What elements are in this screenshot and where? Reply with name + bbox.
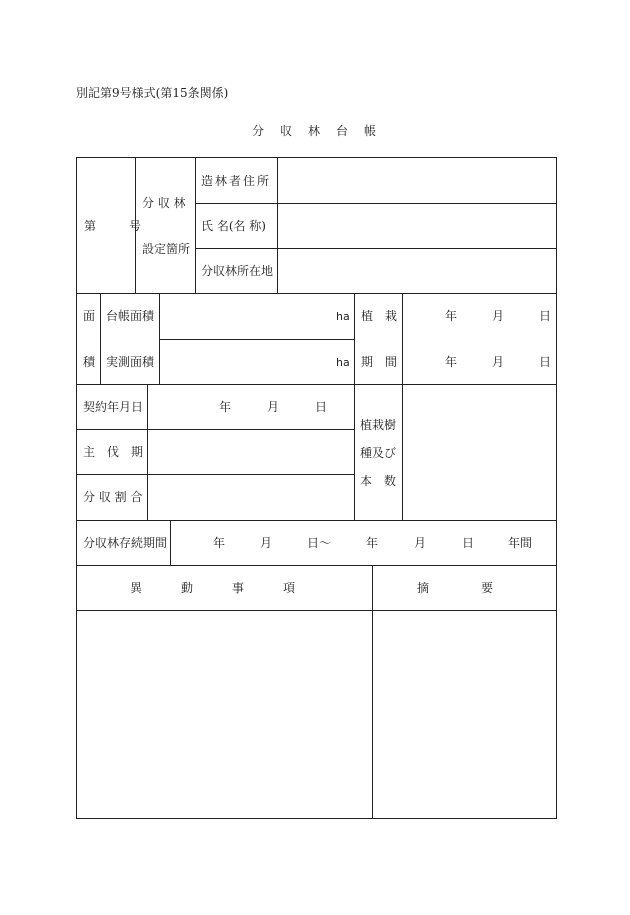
- species-count-label: 種及び: [360, 446, 397, 460]
- form-reference: 別記第9号様式(第15条関係): [76, 86, 229, 100]
- month-label: 月: [414, 536, 427, 550]
- col-divider: [354, 384, 355, 520]
- day-label: 日: [539, 355, 552, 369]
- changes-area[interactable]: [77, 611, 371, 818]
- year-label: 年: [213, 536, 226, 550]
- ledger-area-label: 台帳面積: [106, 309, 155, 323]
- area-label: 積: [83, 355, 96, 369]
- harvest-period-field[interactable]: [148, 430, 354, 474]
- year-label: 年: [445, 309, 458, 323]
- col-divider: [354, 293, 355, 384]
- contract-date-label: 契約年月日: [83, 400, 144, 414]
- day-tilde-label: 日〜: [307, 536, 332, 550]
- planting-period-label: 期 間: [361, 355, 398, 369]
- month-label: 月: [492, 309, 505, 323]
- page-title: 分 収 林 台 帳: [251, 124, 378, 138]
- day-label: 日: [315, 400, 328, 414]
- setting-location-label: 設定箇所: [142, 242, 191, 256]
- month-label: 月: [260, 536, 273, 550]
- summary-area[interactable]: [373, 611, 556, 818]
- name-label: 氏 名(名 称): [201, 219, 266, 233]
- number-label: 第 号: [84, 219, 145, 233]
- row-divider: [76, 565, 557, 566]
- day-label: 日: [462, 536, 475, 550]
- changes-header: 異 動 事 項: [130, 581, 301, 595]
- col-divider: [170, 520, 171, 565]
- name-field[interactable]: [278, 204, 556, 248]
- harvest-period-label: 主 伐 期: [83, 445, 144, 459]
- day-label: 日: [539, 309, 552, 323]
- species-count-field[interactable]: [403, 385, 556, 520]
- forest-location-label: 分収林所在地: [201, 264, 274, 278]
- summary-header: 摘 要: [417, 581, 498, 595]
- survey-area-label: 実測面積: [106, 355, 155, 369]
- species-count-label: 植栽樹: [360, 418, 397, 432]
- year-label: 年: [366, 536, 379, 550]
- col-divider: [100, 293, 101, 384]
- ha-unit: ha: [336, 310, 350, 323]
- period-years-label: 年間: [508, 536, 533, 550]
- survey-area-field[interactable]: [160, 340, 330, 384]
- planter-address-label: 造林者住所: [201, 174, 272, 188]
- duration-label: 分収林存続期間: [83, 536, 168, 550]
- year-label: 年: [219, 400, 232, 414]
- planting-period-label: 植 栽: [361, 309, 398, 323]
- setting-location-label: 分 収 林: [142, 196, 186, 210]
- year-label: 年: [445, 355, 458, 369]
- col-divider: [402, 293, 403, 384]
- ha-unit: ha: [336, 356, 350, 369]
- share-ratio-label: 分 収 割 合: [83, 490, 143, 504]
- species-count-label: 本 数: [360, 474, 397, 488]
- ledger-area-field[interactable]: [160, 294, 330, 339]
- area-label: 面: [83, 309, 96, 323]
- forest-location-field[interactable]: [278, 249, 556, 293]
- col-divider: [195, 157, 196, 293]
- row-divider: [76, 520, 557, 521]
- month-label: 月: [267, 400, 280, 414]
- month-label: 月: [492, 355, 505, 369]
- planter-address-field[interactable]: [278, 158, 556, 203]
- share-ratio-field[interactable]: [148, 475, 354, 520]
